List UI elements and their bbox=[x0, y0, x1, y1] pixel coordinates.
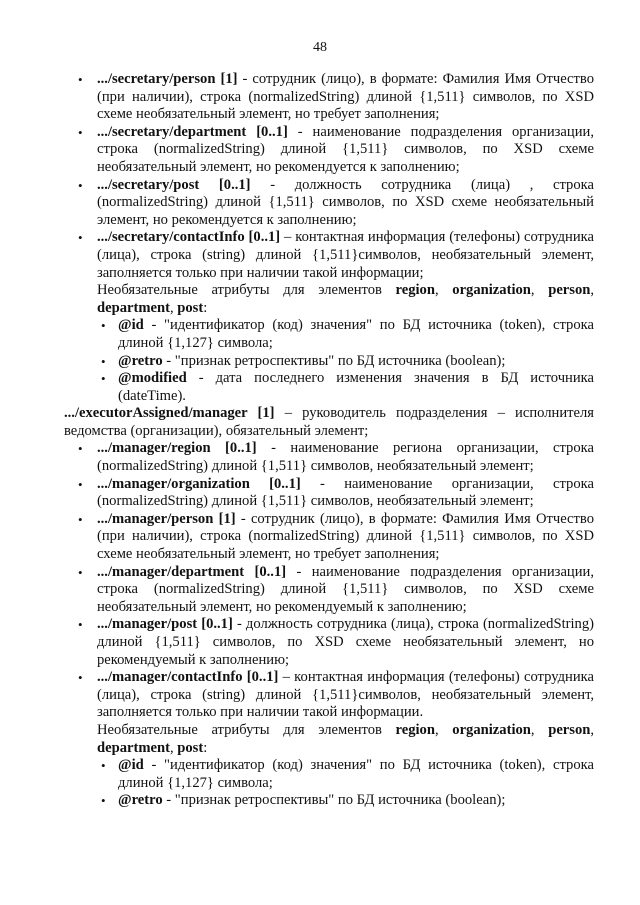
note-separator: , bbox=[434, 721, 453, 738]
bullet-icon: • bbox=[78, 177, 83, 193]
element-path: .../secretary/contactInfo [0..1] bbox=[97, 229, 281, 246]
element-description: – контактная информация (телефоны) сотрудника (лица), строка (string) длиной {1,511}символов, необязательный элемент, заполняется только при наличии такой информации. bbox=[97, 669, 594, 721]
note-term: person bbox=[548, 721, 591, 738]
optional-attributes-note bbox=[64, 282, 594, 317]
optional-attributes-note bbox=[64, 722, 594, 757]
element-description: - должность сотрудника (лица) , строка (normalizedString) длиной {1,511} символов, по XSD схеме необязательный элемент, но рекомендуется к заполнению; bbox=[97, 176, 594, 228]
list-item bbox=[64, 370, 594, 405]
bullet-icon: • bbox=[101, 318, 106, 334]
note-separator: , bbox=[434, 282, 453, 299]
attribute-name: @modified bbox=[118, 370, 187, 387]
bullet-icon: • bbox=[78, 670, 83, 686]
note-term: post bbox=[177, 299, 204, 316]
list-item bbox=[64, 177, 594, 230]
bullet-icon: • bbox=[101, 793, 106, 809]
bullet-icon: • bbox=[78, 476, 83, 492]
element-description: - наименование организации, строка (normalizedString) длиной {1,511} символов, необязательный элемент; bbox=[97, 475, 594, 510]
list-item bbox=[64, 757, 594, 792]
list-item bbox=[64, 317, 594, 352]
document-body bbox=[64, 71, 594, 810]
element-path: .../executorAssigned/manager [1] bbox=[64, 405, 275, 422]
note-term: post bbox=[177, 739, 204, 756]
attribute-name: @retro bbox=[118, 352, 163, 369]
note-separator: : bbox=[203, 299, 208, 316]
bullet-icon: • bbox=[78, 441, 83, 457]
note-separator: , bbox=[590, 282, 595, 299]
note-term: organization bbox=[452, 721, 531, 738]
note-separator: , bbox=[169, 739, 178, 756]
element-path: .../secretary/person [1] bbox=[97, 71, 238, 87]
list-item bbox=[64, 353, 594, 371]
list-item bbox=[64, 792, 594, 810]
section-paragraph bbox=[64, 405, 594, 440]
note-separator: , bbox=[530, 721, 549, 738]
note-term: department bbox=[97, 739, 170, 756]
element-path: .../secretary/department [0..1] bbox=[97, 123, 288, 140]
attribute-description: - "идентификатор (код) значения" по БД источника (token), строка длиной {1,127} символа; bbox=[118, 317, 594, 351]
list-item bbox=[64, 616, 594, 669]
element-description: - сотрудник (лицо), в формате: Фамилия Имя Отчество (при наличии), строка (normalizedString) длиной {1,511} символов, по XSD схеме необязательный элемент, но требует заполнения; bbox=[97, 71, 594, 123]
element-path: .../manager/region [0..1] bbox=[97, 440, 257, 457]
note-separator: , bbox=[169, 299, 178, 316]
bullet-icon: • bbox=[101, 353, 106, 369]
note-separator: : bbox=[203, 739, 208, 756]
bullet-icon: • bbox=[78, 72, 83, 87]
element-description: - наименование подразделения организации, строка (normalizedString) длиной {1,511} символов, по XSD схеме необязательный элемент, но рекомендуется к заполнению; bbox=[97, 123, 594, 175]
note-term: organization bbox=[452, 282, 531, 299]
attribute-name: @retro bbox=[118, 792, 163, 809]
list-item bbox=[64, 564, 594, 617]
list-item bbox=[64, 476, 594, 511]
note-separator: , bbox=[590, 721, 595, 738]
list-item bbox=[64, 669, 594, 722]
bullet-icon: • bbox=[78, 124, 83, 140]
note-term: region bbox=[395, 282, 435, 299]
list-item bbox=[64, 71, 594, 124]
list-item bbox=[64, 124, 594, 177]
page-number: 48 bbox=[313, 40, 327, 55]
note-term: region bbox=[395, 721, 435, 738]
element-description: - наименование региона организации, строка (normalizedString) длиной {1,511} символов, необязательный элемент; bbox=[97, 440, 594, 475]
attribute-description: - дата последнего изменения значения в БД источника (dateTime). bbox=[118, 370, 594, 404]
attribute-name: @id bbox=[118, 317, 144, 334]
element-path: .../manager/department [0..1] bbox=[97, 563, 287, 580]
bullet-icon: • bbox=[78, 617, 83, 633]
element-path: .../manager/person [1] bbox=[97, 510, 236, 527]
note-term: person bbox=[548, 282, 591, 299]
list-item bbox=[64, 511, 594, 564]
attribute-description: - "признак ретроспективы" по БД источника (boolean); bbox=[162, 352, 506, 369]
note-term: department bbox=[97, 299, 170, 316]
attribute-name: @id bbox=[118, 757, 144, 774]
bullet-icon: • bbox=[78, 564, 83, 580]
bullet-icon: • bbox=[78, 230, 83, 246]
element-description: – контактная информация (телефоны) сотрудника (лица), строка (string) длиной {1,511}символов, необязательный элемент, заполняется только при наличии такой информации; bbox=[97, 229, 594, 281]
element-path: .../manager/organization [0..1] bbox=[97, 475, 301, 492]
element-description: - должность сотрудника (лица), строка (normalizedString) длиной {1,511} символов, по XSD схеме необязательный элемент, но рекомендуемый к заполнению; bbox=[97, 616, 594, 668]
note-text: Необязательные атрибуты для элементов bbox=[97, 721, 396, 738]
element-description: - сотрудник (лицо), в формате: Фамилия Имя Отчество (при наличии), строка (normalizedString) длиной {1,511} символов, по XSD схеме необязательный элемент, но требует заполнения; bbox=[97, 510, 594, 563]
bullet-icon: • bbox=[78, 511, 83, 527]
bullet-icon: • bbox=[101, 371, 106, 387]
note-text: Необязательные атрибуты для элементов bbox=[97, 282, 396, 299]
element-description: – руководитель подразделения – исполнителя ведомства (организации), обязательный элемент; bbox=[64, 405, 594, 439]
note-separator: , bbox=[530, 282, 549, 299]
list-item bbox=[64, 440, 594, 475]
attribute-description: - "идентификатор (код) значения" по БД источника (token), строка длиной {1,127} символа; bbox=[118, 757, 594, 791]
bullet-icon: • bbox=[101, 758, 106, 774]
element-path: .../secretary/post [0..1] bbox=[97, 176, 251, 193]
attribute-description: - "признак ретроспективы" по БД источника (boolean); bbox=[162, 792, 506, 809]
element-path: .../manager/contactInfo [0..1] bbox=[97, 669, 279, 686]
element-description: - наименование подразделения организации, строка (normalizedString) длиной {1,511} символов, по XSD схеме необязательный элемент, но рекомендуемый к заполнению; bbox=[97, 563, 594, 615]
list-item bbox=[64, 229, 594, 282]
element-path: .../manager/post [0..1] bbox=[97, 616, 233, 633]
